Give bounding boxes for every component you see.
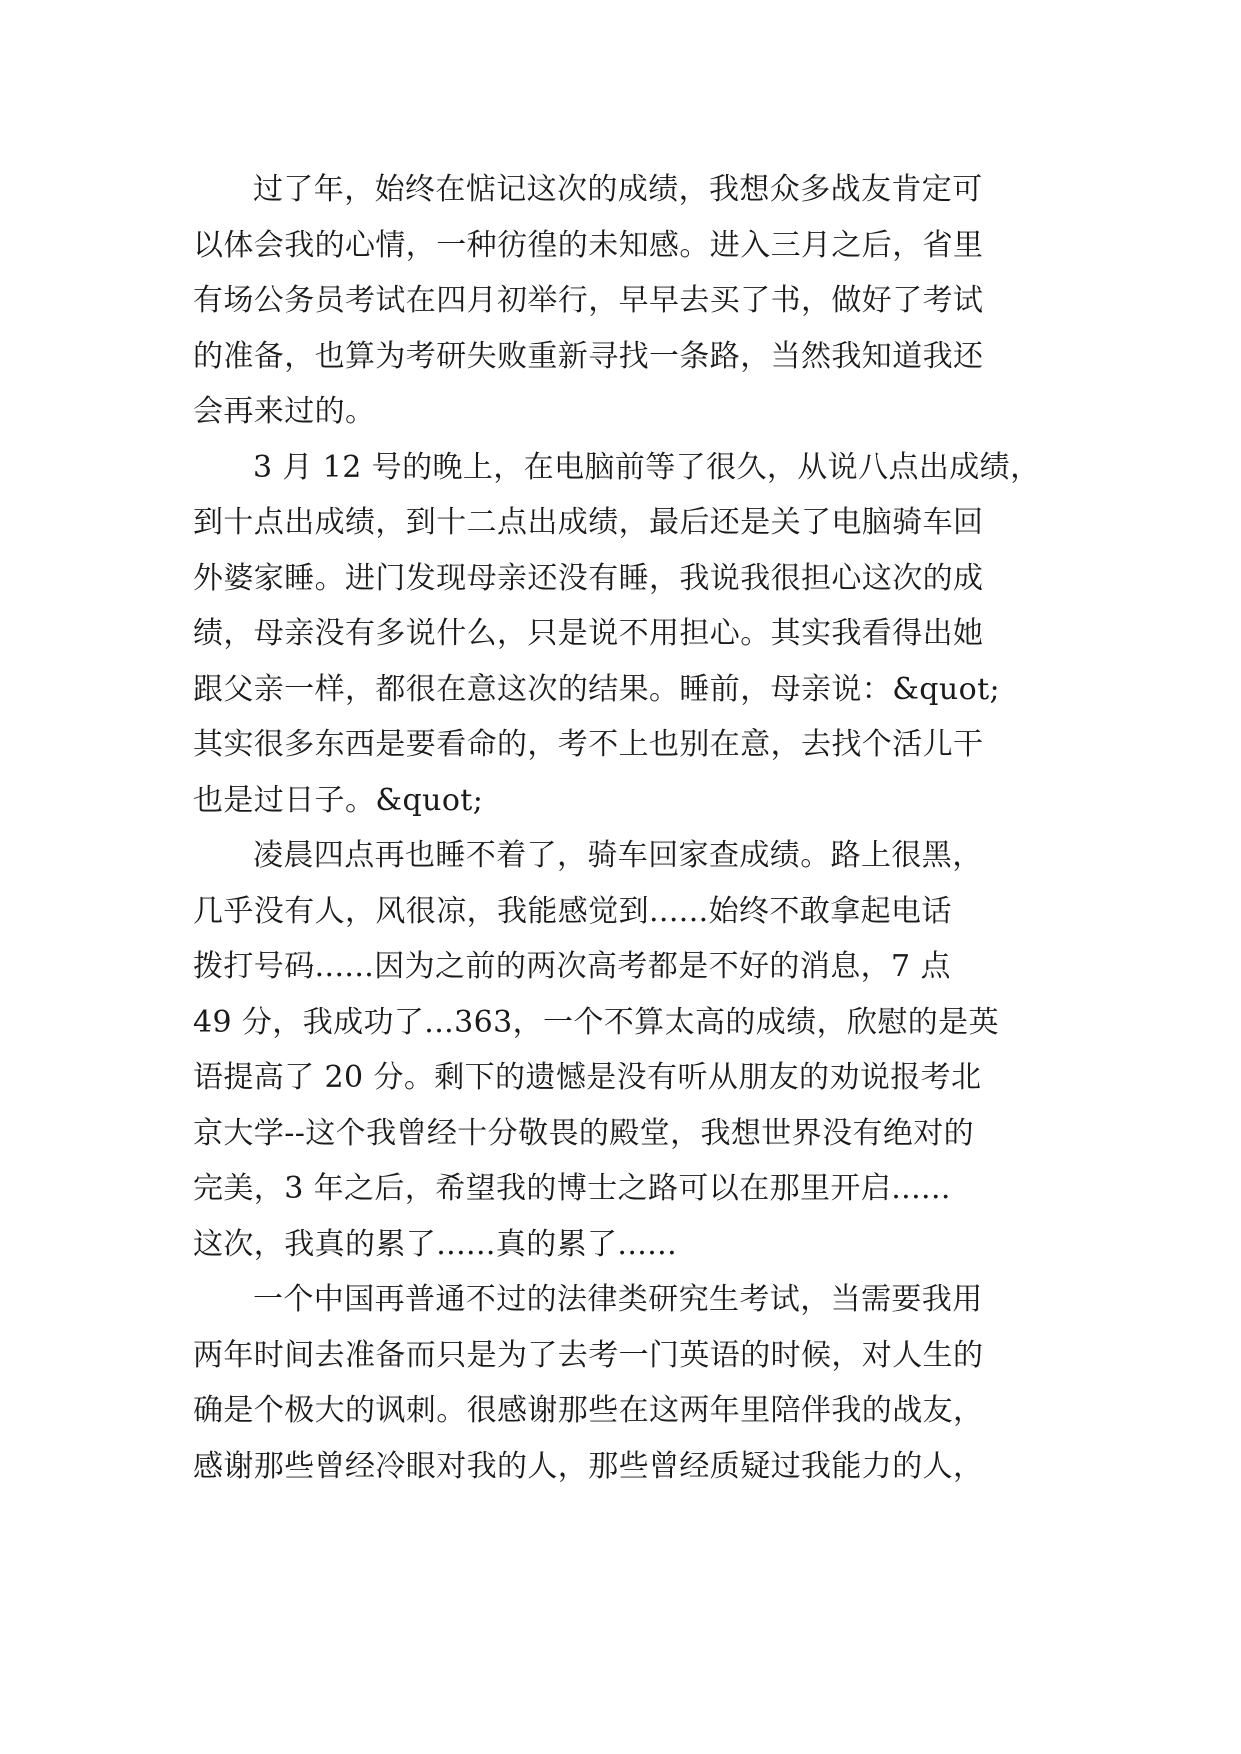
text-line: 语提高了 20 分。剩下的遗憾是没有听从朋友的劝说报考北 [193, 1060, 982, 1095]
text-line: 一个中国再普通不过的法律类研究生考试，当需要我用 [253, 1282, 983, 1317]
text-line: 跟父亲一样，都很在意这次的结果。睡前，母亲说：&quot; [193, 671, 1001, 707]
text-line: 以体会我的心情，一种彷徨的未知感。进入三月之后，省里 [193, 227, 984, 263]
text-line: 感谢那些曾经冷眼对我的人，那些曾经质疑过我能力的人， [193, 1448, 984, 1484]
text-line: 到十点出成绩，到十二点出成绩，最后还是关了电脑骑车回 [193, 505, 984, 540]
body-text [193, 162, 1053, 1494]
text-line: 几乎没有人，风很凉，我能感觉到......始终不敢拿起电话 [193, 893, 952, 929]
text-line: 绩，母亲没有多说什么，只是说不用担心。其实我看得出她 [193, 616, 984, 651]
text-line: 也是过日子。&quot; [193, 782, 484, 818]
text-line: 拨打号码......因为之前的两次高考都是不好的消息，7 点 [193, 949, 951, 984]
text-line: 过了年，始终在惦记这次的成绩，我想众多战友肯定可 [253, 172, 983, 207]
text-line: 的准备，也算为考研失败重新寻找一条路，当然我知道我还 [193, 338, 984, 374]
paragraph-1 [193, 162, 1053, 440]
text-line: 外婆家睡。进门发现母亲还没有睡，我说我很担心这次的成 [193, 560, 984, 596]
text-line: 有场公务员考试在四月初举行，早早去买了书，做好了考试 [193, 283, 984, 318]
text-line: 这次，我真的累了......真的累了...... [193, 1226, 678, 1262]
text-line: 凌晨四点再也睡不着了，骑车回家查成绩。路上很黑， [253, 838, 983, 873]
text-line: 其实很多东西是要看命的，考不上也别在意，去找个活儿干 [193, 727, 984, 762]
paragraph-3 [193, 828, 1053, 1272]
text-line: 两年时间去准备而只是为了去考一门英语的时候，对人生的 [193, 1337, 984, 1373]
text-line: 3 月 12 号的晚上，在电脑前等了很久，从说八点出成绩， [253, 449, 1041, 485]
paragraph-4 [193, 1272, 1053, 1494]
text-line: 完美，3 年之后，希望我的博士之路可以在那里开启...... [193, 1171, 951, 1206]
text-line: 49 分，我成功了...363，一个不算太高的成绩，欣慰的是英 [193, 1004, 999, 1040]
text-line: 确是个极大的讽刺。很感谢那些在这两年里陪伴我的战友， [193, 1393, 984, 1428]
paragraph-2 [193, 440, 1053, 829]
text-line: 京大学--这个我曾经十分敬畏的殿堂，我想世界没有绝对的 [193, 1115, 975, 1151]
text-line: 会再来过的。 [193, 394, 376, 429]
